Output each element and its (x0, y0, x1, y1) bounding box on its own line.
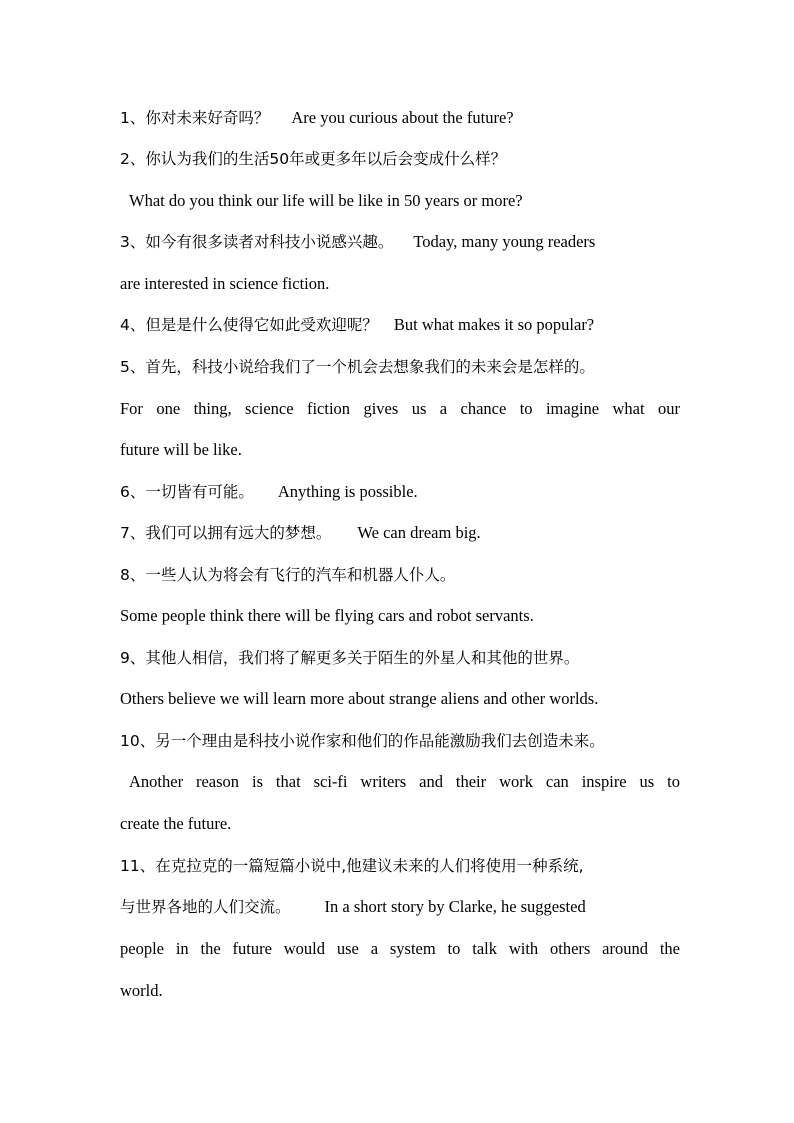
english-text: Some people think there will be flying cars and robot servants. (120, 606, 534, 625)
english-text: But what makes it so popular? (393, 315, 595, 334)
chinese-text: 4、但是是什么使得它如此受欢迎呢？ (120, 316, 378, 334)
english-text: create the future. (120, 814, 232, 833)
text-line-1 (120, 107, 680, 129)
english-text: future will be like. (120, 440, 242, 459)
chinese-text: 11、在克拉克的一篇短篇小说中,他建议未来的人们将使用一种系统, (120, 857, 584, 875)
text-line-12 (120, 564, 680, 586)
english-text: Others believe we will learn more about strange aliens and other worlds. (120, 689, 599, 708)
text-line-10 (120, 481, 680, 503)
chinese-text: 5、首先，科技小说给我们了一个机会去想象我们的未来会是怎样的。 (120, 358, 595, 376)
english-text: In a short story by Clarke, he suggested (324, 897, 586, 916)
text-line-21 (120, 938, 680, 960)
english-text: Are you curious about the future? (291, 108, 514, 127)
text-line-7 (120, 356, 680, 378)
text-line-22 (120, 980, 680, 1002)
text-line-11 (120, 522, 680, 544)
text-line-13 (120, 605, 680, 627)
chinese-text: 与世界各地的人们交流。 (120, 898, 291, 916)
text-line-2 (120, 148, 680, 170)
english-text: people in the future would use a system to talk with others around the (120, 939, 680, 958)
chinese-text: 10、另一个理由是科技小说作家和他们的作品能激励我们去创造未来。 (120, 732, 605, 750)
text-line-20 (120, 896, 680, 918)
chinese-text: 3、如今有很多读者对科技小说感兴趣。 (120, 233, 394, 251)
text-line-4 (120, 231, 680, 253)
text-line-17 (129, 771, 680, 793)
english-text: For one thing, science fiction gives us a chance to imagine what our (120, 399, 680, 418)
text-line-16 (120, 730, 680, 752)
english-text: Today, many young readers (413, 232, 596, 251)
english-text: What do you think our life will be like in 50 years or more? (129, 191, 523, 210)
text-line-3 (129, 190, 680, 212)
english-text: are interested in science fiction. (120, 274, 330, 293)
chinese-text: 2、你认为我们的生活50年或更多年以后会变成什么样？ (120, 150, 507, 168)
chinese-text: 8、一些人认为将会有飞行的汽车和机器人仆人。 (120, 566, 456, 584)
text-line-15 (120, 688, 680, 710)
english-text: world. (120, 981, 163, 1000)
chinese-text: 1、你对未来好奇吗？ (120, 109, 270, 127)
text-line-9 (120, 439, 680, 461)
english-text: We can dream big. (357, 523, 481, 542)
chinese-text: 6、一切皆有可能。 (120, 483, 254, 501)
chinese-text: 9、其他人相信，我们将了解更多关于陌生的外星人和其他的世界。 (120, 649, 580, 667)
english-text: Anything is possible. (277, 482, 418, 501)
text-line-18 (120, 813, 680, 835)
text-line-5 (120, 273, 680, 295)
text-line-8 (120, 398, 680, 420)
chinese-text: 7、我们可以拥有远大的梦想。 (120, 524, 332, 542)
english-text: Another reason is that sci-fi writers and their work can inspire us to (129, 772, 680, 791)
text-line-14 (120, 647, 680, 669)
text-line-19 (120, 855, 680, 877)
text-line-6 (120, 314, 680, 336)
